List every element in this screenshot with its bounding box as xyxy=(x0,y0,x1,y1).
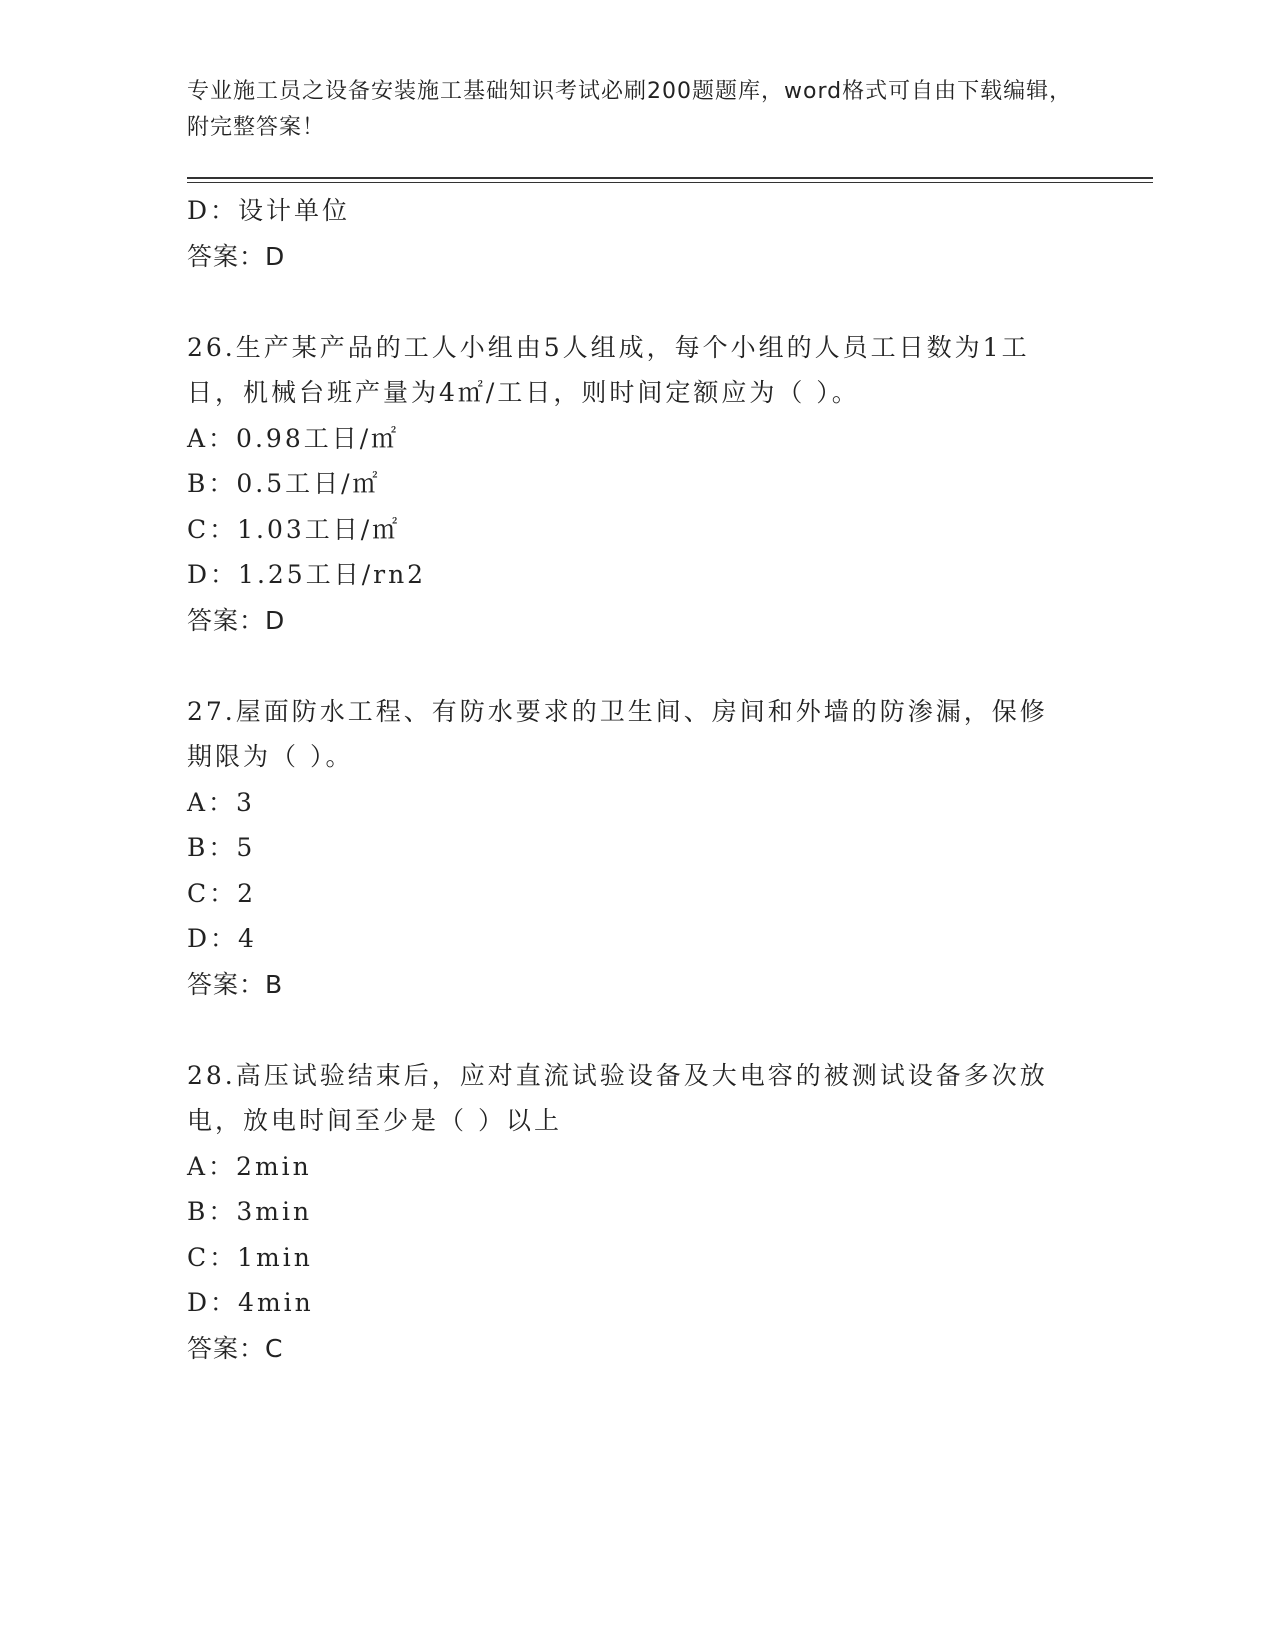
spacer xyxy=(187,1007,1087,1053)
answer-line: 答案：B xyxy=(187,969,284,999)
option-b: B：0.5工日/㎡ xyxy=(187,469,381,498)
spacer xyxy=(187,279,1087,325)
answer-line: 答案：D xyxy=(187,605,286,635)
header-rule-thick xyxy=(187,177,1153,179)
question-stem-line: 日，机械台班产量为4㎡/工日，则时间定额应为（ ）。 xyxy=(187,378,860,407)
header-rule-thin xyxy=(187,182,1153,183)
option-a: A：3 xyxy=(187,787,255,817)
option-a: A：2min xyxy=(187,1151,312,1181)
answer-line: 答案：C xyxy=(187,1333,284,1363)
document-body xyxy=(187,188,1087,1371)
option-b: B：3min xyxy=(187,1197,313,1226)
option-d: D：4min xyxy=(187,1288,314,1317)
question-stem-line: 28.高压试验结束后，应对直流试验设备及大电容的被测试设备多次放 xyxy=(187,1060,1048,1090)
option-d: D：1.25工日/rn2 xyxy=(187,560,427,589)
document-header: 专业施工员之设备安装施工基础知识考试必刷200题题库，word格式可自由下载编辑，附完整答案！ xyxy=(187,79,1073,140)
question-fragment xyxy=(187,188,1087,279)
option-d: D：4 xyxy=(187,924,257,953)
question-stem-line: 26.生产某产品的工人小组由5人组成，每个小组的人员工日数为1工 xyxy=(187,332,1030,362)
question-28 xyxy=(187,1053,1087,1372)
option-c: C：1min xyxy=(187,1242,313,1272)
option-c: C：1.03工日/㎡ xyxy=(187,514,401,544)
question-27 xyxy=(187,689,1087,1008)
option-b: B：5 xyxy=(187,833,256,862)
question-stem-line: 27.屋面防水工程、有防水要求的卫生间、房间和外墙的防渗漏，保修 xyxy=(187,696,1048,726)
question-26 xyxy=(187,325,1087,644)
option-c: C：2 xyxy=(187,878,257,908)
question-stem-line: 期限为（ ）。 xyxy=(187,742,354,771)
question-stem-line: 电，放电时间至少是（ ）以上 xyxy=(187,1106,562,1135)
option-d: D：设计单位 xyxy=(187,196,351,225)
spacer xyxy=(187,643,1087,689)
option-a: A：0.98工日/㎡ xyxy=(187,423,400,453)
answer-line: 答案：D xyxy=(187,241,286,271)
